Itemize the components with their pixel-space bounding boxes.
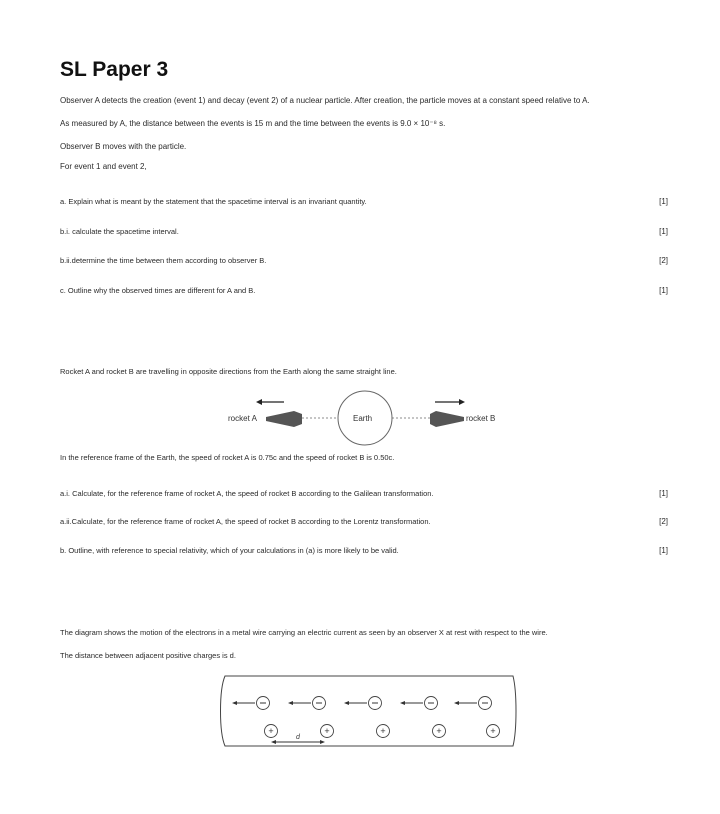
rocket-a-arrowhead [256, 399, 262, 405]
electron-row [232, 697, 492, 710]
electron-arrowhead [454, 701, 459, 705]
electron-arrowhead [400, 701, 405, 705]
wire-diagram [213, 672, 518, 752]
section1-intro-4: For event 1 and event 2, [60, 162, 147, 171]
question-1c-mark: [1] [659, 286, 668, 295]
plus-sign: + [324, 726, 330, 736]
question-1bii-mark: [2] [659, 256, 668, 265]
rocket-b-shape [430, 411, 464, 427]
question-1bi: b.i. calculate the spacetime interval. [60, 227, 179, 236]
electron-arrowhead [232, 701, 237, 705]
question-2aii-mark: [2] [659, 517, 668, 526]
question-1a: a. Explain what is meant by the statement that the spacetime interval is an invariant quantity. [60, 197, 367, 206]
separation-label: d [296, 734, 300, 741]
question-1a-mark: [1] [659, 197, 668, 206]
question-1bi-mark: [1] [659, 227, 668, 236]
plus-sign: + [436, 726, 442, 736]
rocket-b-arrowhead [459, 399, 465, 405]
question-2b: b. Outline, with reference to special relativity, which of your calculations in (a) is more likely to be valid. [60, 546, 399, 555]
question-2ai-mark: [1] [659, 489, 668, 498]
earth-label: Earth [353, 414, 373, 423]
section2-intro-2: In the reference frame of the Earth, the speed of rocket A is 0.75c and the speed of rocket B is 0.50c. [60, 453, 395, 462]
section3-intro-2: The distance between adjacent positive charges is d. [60, 651, 236, 660]
wire-outline [221, 676, 517, 746]
section1-intro-2: As measured by A, the distance between the events is 15 m and the time between the events is 9.0 × 10⁻⁸ s. [60, 119, 446, 128]
plus-sign: + [268, 726, 274, 736]
section1-intro-1: Observer A detects the creation (event 1) and decay (event 2) of a nuclear particle. After creation, the particle moves at a constant speed relative to A. [60, 96, 590, 105]
question-1c: c. Outline why the observed times are different for A and B. [60, 286, 256, 295]
electron-arrowhead [344, 701, 349, 705]
section3-intro-1: The diagram shows the motion of the electrons in a metal wire carrying an electric current as seen by an observer X at rest with respect to the wire. [60, 628, 548, 637]
plus-sign: + [490, 726, 496, 736]
section1-intro-3: Observer B moves with the particle. [60, 142, 187, 151]
question-1bii: b.ii.determine the time between them according to observer B. [60, 256, 267, 265]
rocket-b-label: rocket B [466, 414, 496, 423]
rocket-a-label: rocket A [228, 414, 257, 423]
question-2ai: a.i. Calculate, for the reference frame of rocket A, the speed of rocket B according to the Galilean transformation. [60, 489, 434, 498]
section2-intro-1: Rocket A and rocket B are travelling in opposite directions from the Earth along the same straight line. [60, 367, 397, 376]
question-2aii: a.ii.Calculate, for the reference frame of rocket A, the speed of rocket B according to the Lorentz transformation. [60, 517, 431, 526]
plus-sign: + [380, 726, 386, 736]
rocket-a-shape [266, 411, 302, 427]
question-2b-mark: [1] [659, 546, 668, 555]
rocket-diagram [220, 390, 510, 450]
page-title: SL Paper 3 [60, 58, 169, 81]
electron-arrowhead [288, 701, 293, 705]
